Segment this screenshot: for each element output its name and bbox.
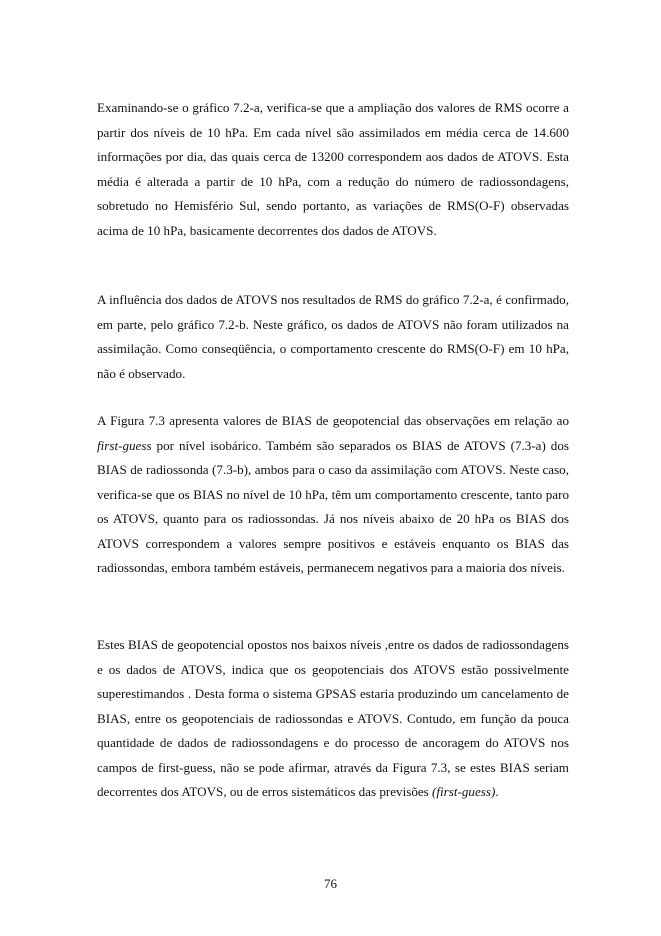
paragraph-text: A influência dos dados de ATOVS nos resultados de RMS do gráfico 7.2-a, é confirmado, em parte, pelo gráfico 7.2-b. Neste gráfico, os dados de ATOVS não foram utilizados na assimilação. Como conseqüência, o comportamento crescente do RMS(O-F) em 10 hPa, não é observado. — [97, 292, 569, 381]
paragraph-text-start: A Figura 7.3 apresenta valores de BIAS de geopotencial das observações em relação ao — [97, 413, 569, 428]
paragraph-bias-conclusion — [97, 633, 569, 805]
paragraph-atovs-influence — [97, 288, 569, 386]
paragraph-text: Examinando-se o gráfico 7.2-a, verifica-se que a ampliação dos valores de RMS ocorre a partir dos níveis de 10 hPa. Em cada nível são assimilados em média cerca de 14.600 informações por dia, das quais cerca de 13200 correspondem aos dados de ATOVS. Esta média é alterada a partir de 10 hPa, com a redução do número de radiossondagens, sobretudo no Hemisfério Sul, sendo portanto, as variações de RMS(O-F) observadas acima de 10 hPa, basicamente decorrentes dos dados de ATOVS. — [97, 100, 569, 238]
paragraph-bias-figure — [97, 409, 569, 581]
paragraph-text-end: . — [495, 784, 499, 799]
italic-term: (first-guess) — [432, 784, 496, 799]
page-number: 76 — [324, 876, 337, 891]
paragraph-rms-analysis — [97, 96, 569, 243]
paragraph-text-end: por nível isobárico. Também são separados os BIAS de ATOVS (7.3-a) dos BIAS de radiossonda (7.3-b), ambos para o caso da assimilação com ATOVS. Neste caso, verifica-se que os BIAS no nível de 10 hPa, têm um comportamento crescente, tanto paro os ATOVS, quanto para os radiossondas. Já nos níveis abaixo de 20 hPa os BIAS dos ATOVS correspondem a valores sempre positivos e estáveis enquanto os BIAS das radiossondas, embora também estáveis, permanecem negativos para a maioria dos níveis. — [97, 437, 569, 575]
italic-term: first-guess — [97, 437, 152, 453]
paragraph-text-start: Estes BIAS de geopotencial opostos nos baixos níveis ,entre os dados de radiossondagens e os dados de ATOVS, indica que os geopotenciais dos ATOVS estão possivelmente superestimandos . Desta forma o sistema GPSAS estaria produzindo um cancelamento de BIAS, entre os geopotenciais de radiossondas e ATOVS. Contudo, em função da pouca quantidade de dados de radiossondagens e do processo de ancoragem do ATOVS nos campos de first-guess, não se pode afirmar, através da Figura 7.3, se estes BIAS seriam decorrentes dos ATOVS, ou de erros sistemáticos das previsões — [97, 637, 569, 799]
